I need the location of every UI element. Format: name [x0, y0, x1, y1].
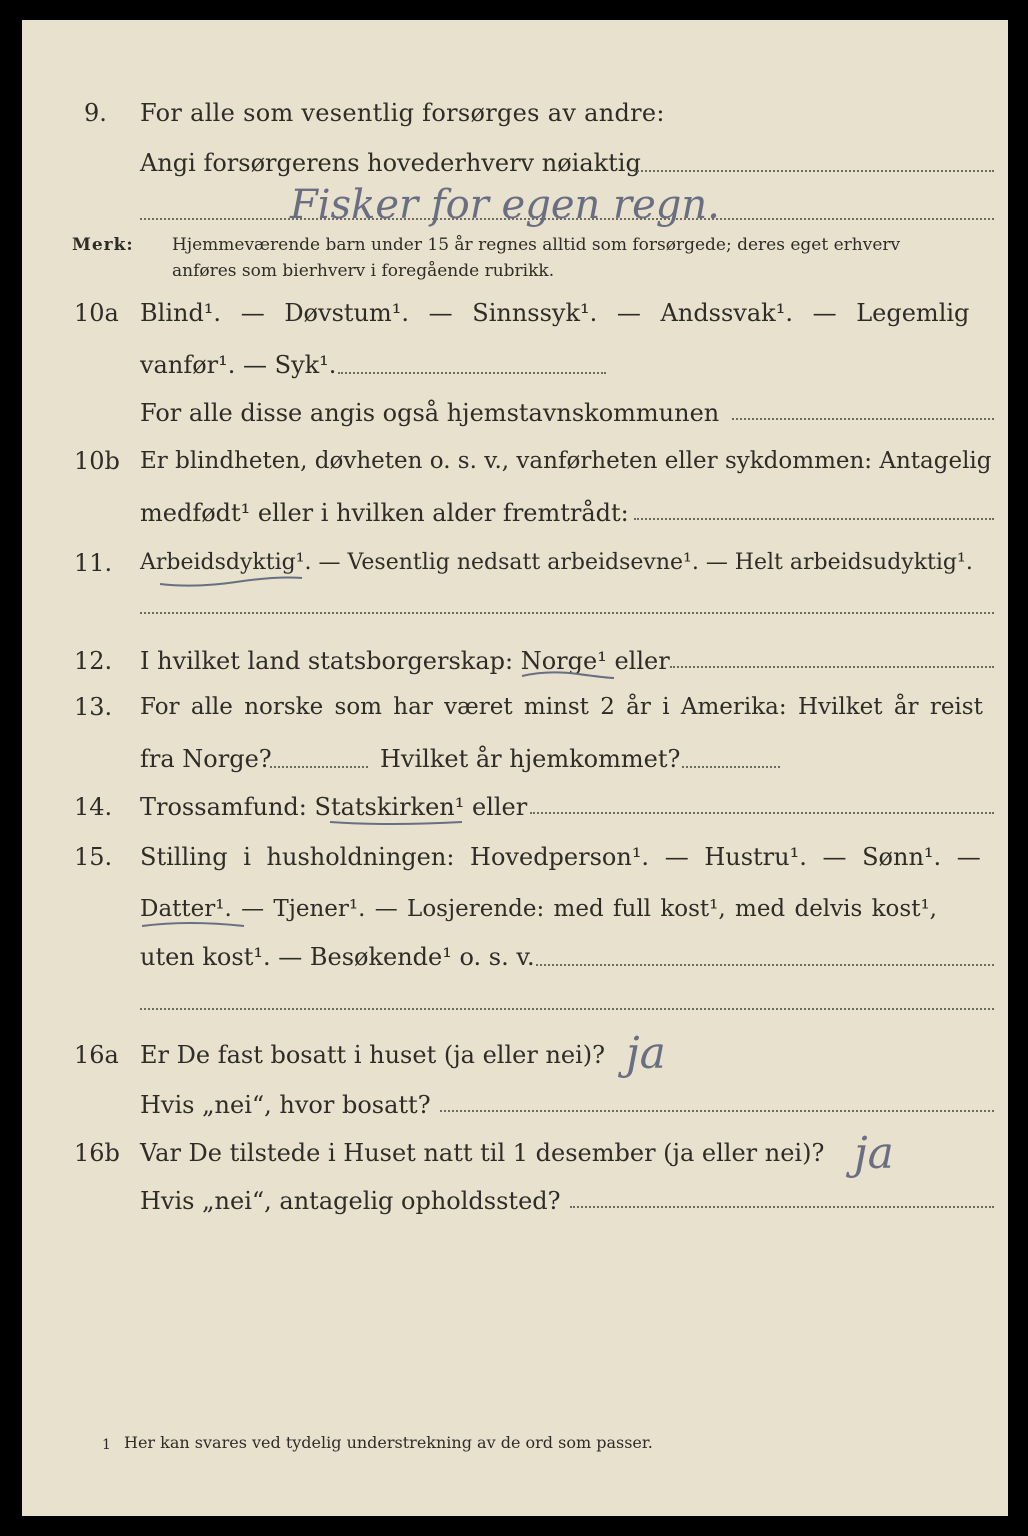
q9-number: 9. — [84, 99, 107, 127]
q11-line1: Arbeidsdyktig¹. — Vesentlig nedsatt arbeidsevne¹. — Helt arbeidsudyktig¹. — [140, 550, 973, 575]
q14-line1: Trossamfund: Statskirken¹ eller — [140, 793, 528, 821]
footnote-text: Her kan svares ved tydelig understrekning av de ord som passer. — [124, 1433, 653, 1452]
q10a-line3: For alle disse angis også hjemstavnskommunen — [140, 399, 720, 427]
q10a-number: 10a — [74, 299, 119, 327]
census-form-page — [22, 20, 1008, 1516]
q9-fill-line-1 — [634, 170, 994, 172]
q12-fill-line — [670, 666, 994, 668]
q9-line2: Angi forsørgerens hovederhverv nøiaktig — [140, 149, 641, 177]
q13-fill-line-2 — [682, 766, 780, 768]
q12-number: 12. — [74, 647, 113, 675]
q15-fill-line-1 — [536, 964, 994, 966]
q16a-handwritten-answer: ja — [626, 1028, 666, 1079]
q16a-number: 16a — [74, 1041, 119, 1069]
q16b-number: 16b — [74, 1139, 120, 1167]
q9-line1: For alle som vesentlig forsørges av andre: — [140, 99, 665, 127]
merk-line2: anføres som bierhverv i foregående rubrikk. — [172, 261, 555, 281]
q10a-line2: vanfør¹. — Syk¹. — [140, 351, 337, 379]
q13-line1: For alle norske som har været minst 2 år i Amerika: Hvilket år reist — [140, 694, 983, 720]
q15-line3: uten kost¹. — Besøkende¹ o. s. v. — [140, 943, 535, 971]
q16a-line2: Hvis „nei“, hvor bosatt? — [140, 1091, 431, 1119]
q13-fill-line-1 — [270, 766, 368, 768]
q16a-fill-line — [440, 1110, 994, 1112]
q13-line2b: Hvilket år hjemkommet? — [380, 745, 681, 773]
q10b-line2: medfødt¹ eller i hvilken alder fremtrådt: — [140, 499, 629, 527]
q13-number: 13. — [74, 693, 113, 721]
q10a-fill-line-1 — [338, 372, 606, 374]
q9-fill-line-2 — [140, 218, 994, 220]
q14-number: 14. — [74, 793, 113, 821]
merk-label: Merk: — [72, 235, 134, 255]
q9-handwritten-answer: Fisker for egen regn. — [290, 182, 720, 228]
q11-handwritten-underline — [156, 572, 306, 592]
merk-line1: Hjemmeværende barn under 15 år regnes alltid som forsørgede; deres eget erhverv — [172, 235, 901, 255]
q10b-number: 10b — [74, 447, 120, 475]
q16b-line1: Var De tilstede i Huset natt til 1 desember (ja eller nei)? — [140, 1139, 825, 1167]
q11-fill-line — [140, 612, 994, 614]
q10b-line1: Er blindheten, døvheten o. s. v., vanførheten eller sykdommen: Antagelig — [140, 448, 992, 474]
q16a-line1: Er De fast bosatt i huset (ja eller nei)? — [140, 1041, 606, 1069]
q16b-handwritten-answer: ja — [854, 1128, 894, 1179]
q15-number: 15. — [74, 843, 113, 871]
q12-line1: I hvilket land statsborgerskap: Norge¹ eller — [140, 647, 670, 675]
q10a-line1: Blind¹. — Døvstum¹. — Sinnssyk¹. — Andssvak¹. — Legemlig — [140, 299, 970, 327]
q13-line2a: fra Norge? — [140, 745, 272, 773]
q15-line2: Datter¹. — Tjener¹. — Losjerende: med full kost¹, med delvis kost¹, — [140, 896, 937, 922]
q16b-fill-line — [570, 1206, 994, 1208]
q14-handwritten-underline — [326, 816, 466, 832]
q15-fill-line-2 — [140, 1008, 994, 1010]
q15-line1: Stilling i husholdningen: Hovedperson¹. — Hustru¹. — Sønn¹. — — [140, 843, 981, 871]
q12-handwritten-underline — [518, 668, 618, 684]
q14-fill-line — [530, 812, 994, 814]
q10b-fill-line — [634, 518, 994, 520]
q16b-line2: Hvis „nei“, antagelig opholdssted? — [140, 1187, 561, 1215]
q15-handwritten-underline — [138, 918, 248, 934]
q11-number: 11. — [74, 549, 113, 577]
footnote-mark: 1 — [102, 1437, 111, 1453]
q10a-fill-line-2 — [732, 418, 994, 420]
